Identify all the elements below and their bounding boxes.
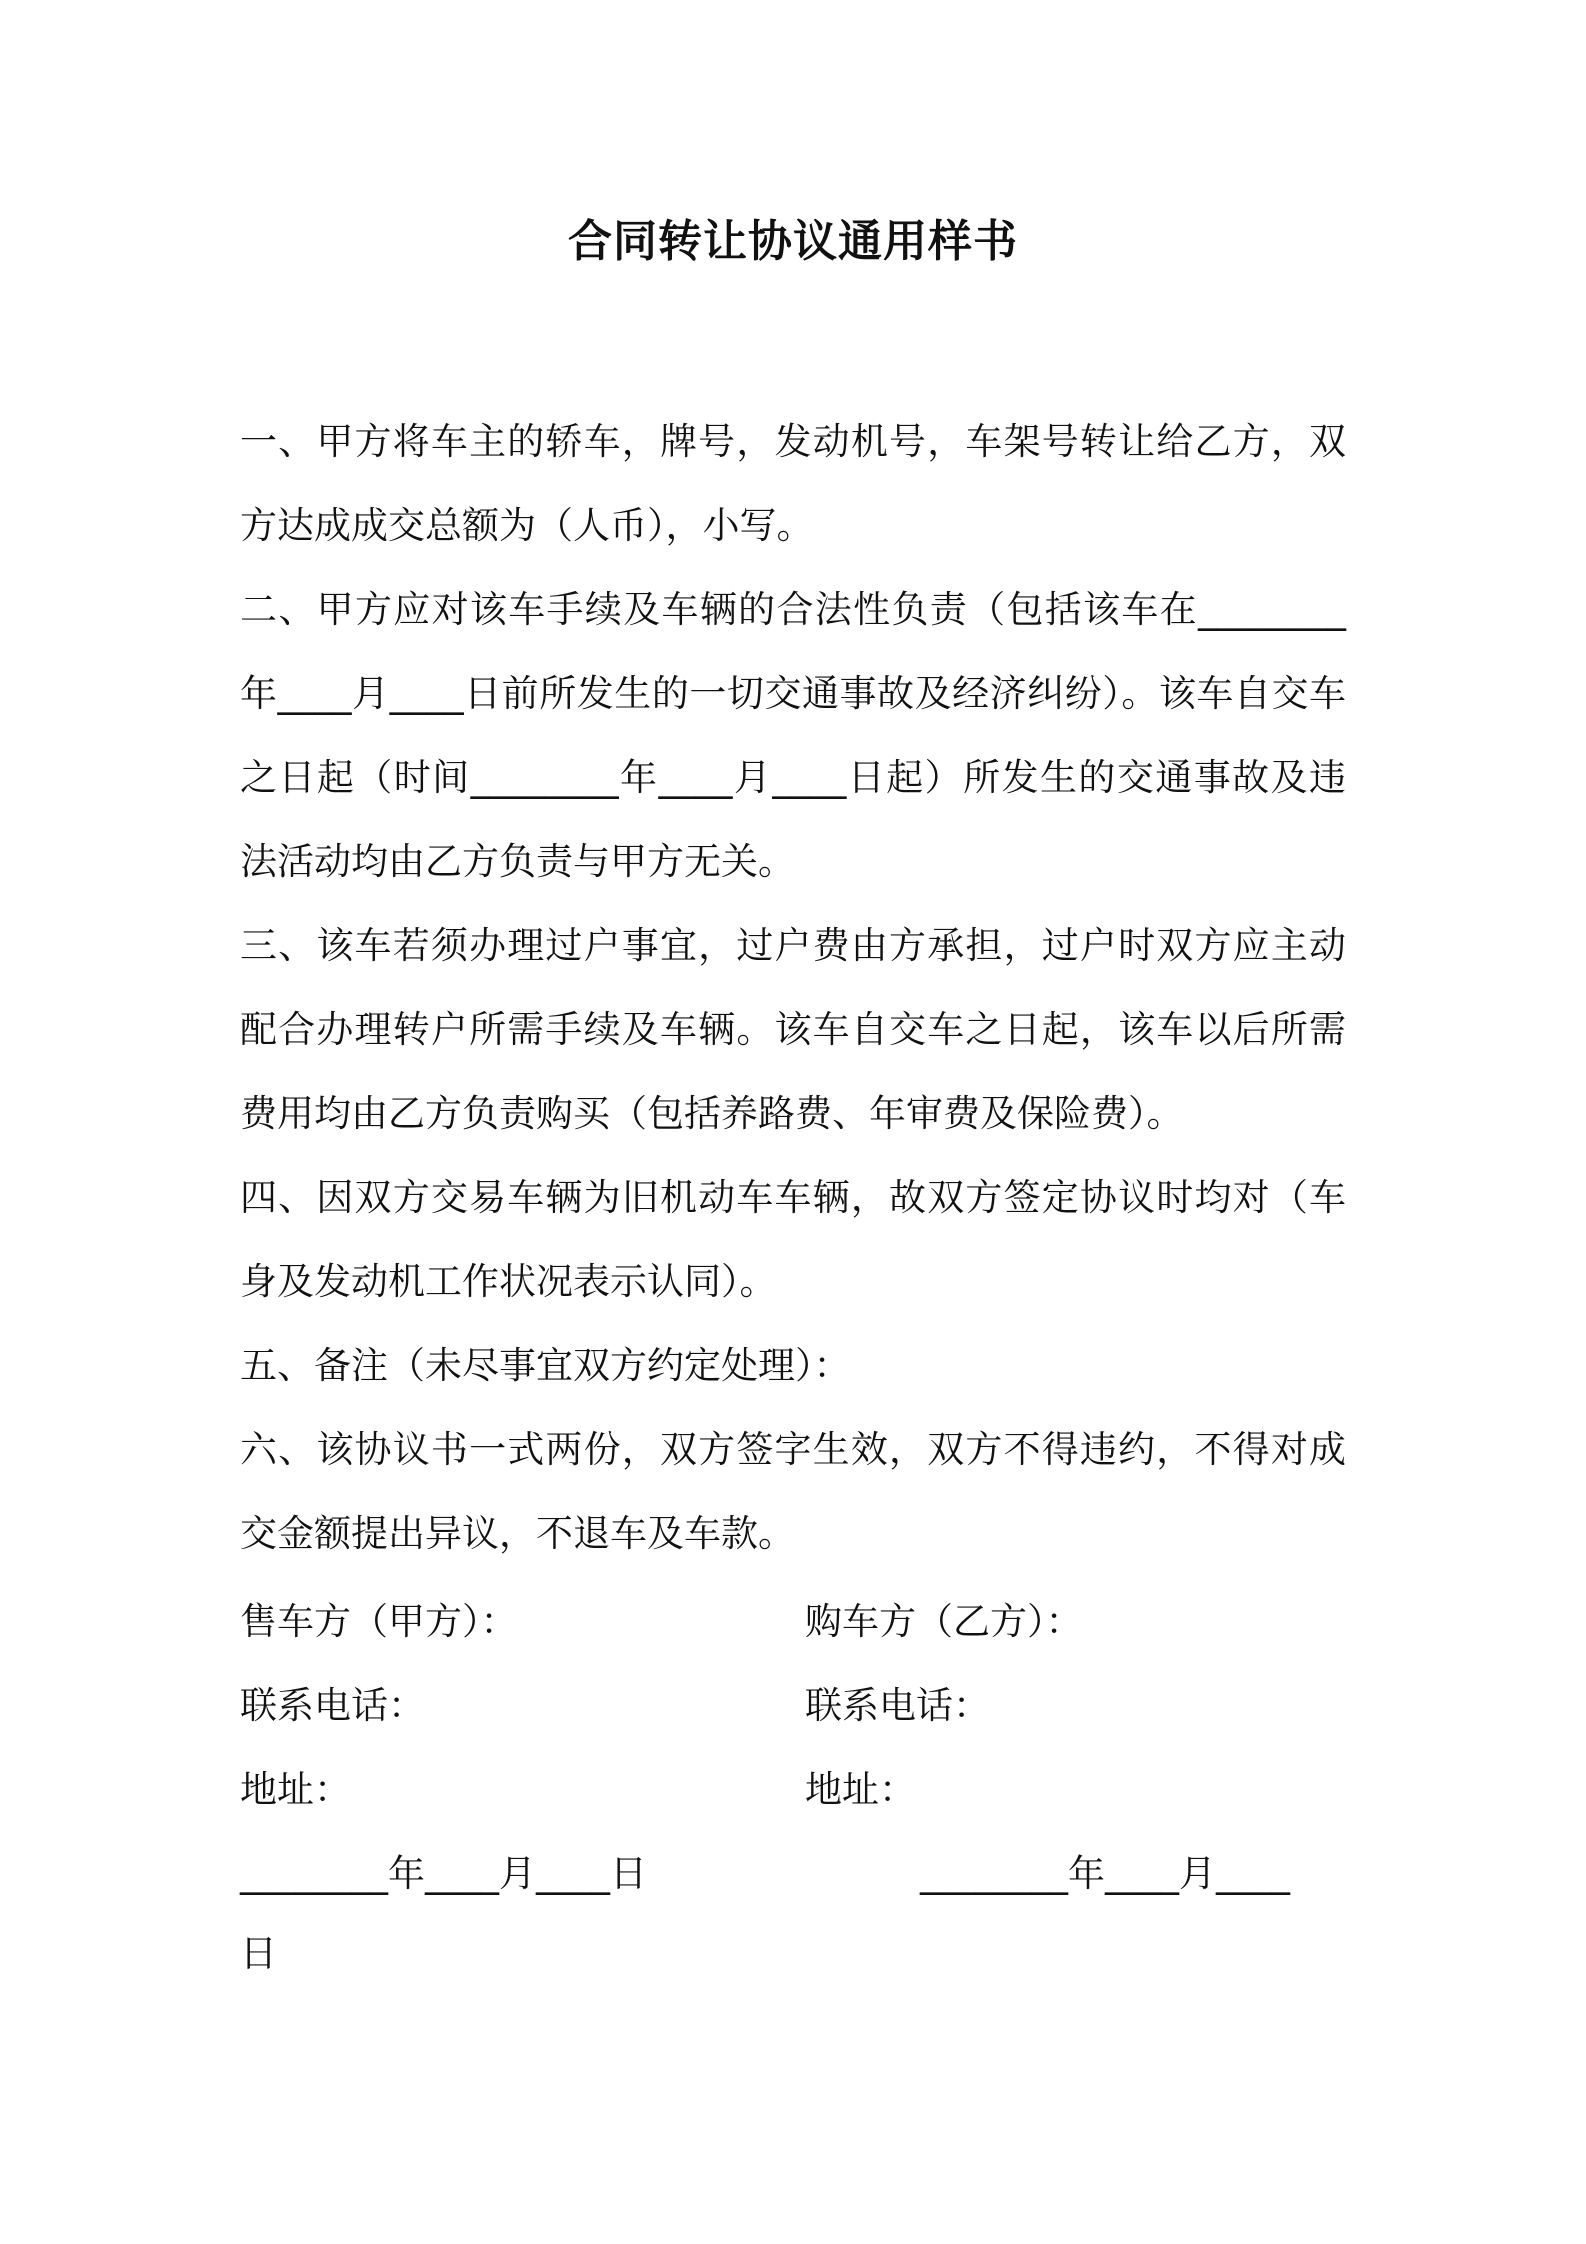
clause-5: 五、备注（未尽事宜双方约定处理）： — [240, 1344, 851, 1387]
seller-date: ________年____月____日 — [240, 1852, 647, 1895]
buyer-date: ________年____月____ — [920, 1852, 1290, 1895]
document-title: 合同转让协议通用样书 — [568, 216, 1018, 267]
buyer-label: 购车方（乙方）： — [805, 1600, 1083, 1643]
document-body — [240, 400, 1346, 1996]
clause-3: 三、该车若须办理过户事宜，过户费由方承担，过户时双方应主动配合办理转户所需手续及车辆。该车自交车之日起，该车以后所需费用均由乙方负责购买（包括养路费、年审费及保险费）。 — [240, 924, 1346, 1135]
clause-4: 四、因双方交易车辆为旧机动车车辆，故双方签定协议时均对（车身及发动机工作状况表示认同）。 — [240, 1176, 1346, 1303]
seller-phone-label: 联系电话： — [240, 1684, 425, 1727]
seller-address-label: 地址： — [240, 1768, 351, 1811]
clause-6: 六、该协议书一式两份，双方签字生效，双方不得违约，不得对成交金额提出异议，不退车及车款。 — [240, 1428, 1346, 1555]
clause-1: 一、甲方将车主的轿车，牌号，发动机号，车架号转让给乙方，双方达成成交总额为（人币），小写。 — [240, 420, 1346, 547]
party-row — [240, 1576, 1346, 1660]
address-row — [240, 1744, 1346, 1828]
seller-label: 售车方（甲方）： — [240, 1600, 518, 1643]
buyer-date-tail: 日 — [240, 1932, 277, 1975]
phone-row — [240, 1660, 1346, 1744]
buyer-address-label: 地址： — [805, 1768, 916, 1811]
date-row — [240, 1828, 1346, 1912]
clause-2: 二、甲方应对该车手续及车辆的合法性负责（包括该车在________年____月____日前所发生的一切交通事故及经济纠纷）。该车自交车之日起（时间________年____月____日起）所发生的交通事故及违法活动均由乙方负责与甲方无关。 — [240, 588, 1346, 883]
buyer-phone-label: 联系电话： — [805, 1684, 990, 1727]
